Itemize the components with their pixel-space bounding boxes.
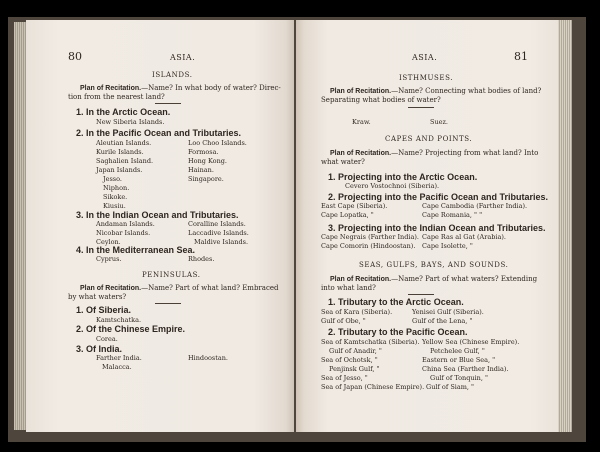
- list-item: Ceylon.: [96, 238, 121, 246]
- list-item: Formosa.: [188, 148, 219, 156]
- capes-plan-line2: what water?: [321, 158, 365, 166]
- list-item: Petchelee Gulf, ": [430, 347, 485, 355]
- right-page-number: 81: [514, 50, 528, 63]
- list-item: Sea of Ochotsk, ": [321, 356, 378, 364]
- list-item: Andaman Islands.: [96, 220, 155, 228]
- isthmuses-title: ISTHMUSES.: [399, 74, 454, 82]
- seas-plan-line1: Plan of Recitation.—Name? Part of what waters? Extending: [330, 275, 538, 283]
- left-page-number: 80: [68, 50, 82, 63]
- list-item: Jesso.: [103, 175, 122, 183]
- peninsulas-plan-line2: by what waters?: [68, 293, 127, 301]
- list-item: Sea of Jesso, ": [321, 374, 368, 382]
- divider: [155, 303, 181, 304]
- capes-indian-heading: 3. Projecting into the Indian Ocean and Tributaries.: [328, 223, 546, 233]
- list-item: Gulf of Anadir, ": [329, 347, 382, 355]
- list-item: Hindoostan.: [188, 354, 228, 362]
- list-item: Rhodes.: [188, 255, 215, 263]
- islands-arctic-heading: 1. In the Arctic Ocean.: [76, 107, 171, 117]
- list-item: Sikoke.: [103, 193, 128, 201]
- islands-mediterranean-heading: 4. In the Mediterranean Sea.: [76, 245, 196, 255]
- seas-pacific-heading: 2. Tributary to the Pacific Ocean.: [328, 327, 468, 337]
- list-item: Sea of Kamtschatka (Siberia).: [321, 338, 420, 346]
- list-item: Saghalien Island.: [96, 157, 154, 165]
- list-item: Cape Lopatka, ": [321, 211, 374, 219]
- list-item: Cape Isolette, ": [422, 242, 473, 250]
- right-running-head: ASIA.: [412, 53, 438, 62]
- list-item: Cape Negrais (Farther India).: [321, 233, 419, 241]
- list-item: Aleutian Islands.: [96, 139, 152, 147]
- list-item: Kurile Islands.: [96, 148, 144, 156]
- list-item: Yellow Sea (Chinese Empire).: [422, 338, 520, 346]
- left-page: [26, 20, 294, 432]
- peninsulas-title: PENINSULAS.: [142, 271, 201, 279]
- list-item: Nicobar Islands.: [96, 229, 151, 237]
- capes-pacific-heading: 2. Projecting into the Pacific Ocean and Tributaries.: [328, 192, 549, 202]
- divider: [408, 107, 434, 108]
- islands-plan-line1: Plan of Recitation.—Name? In what body of water? Direc-: [80, 84, 281, 92]
- list-item: Farther India.: [96, 354, 142, 362]
- list-item: Maldive Islands.: [194, 238, 249, 246]
- islands-title: ISLANDS.: [152, 71, 193, 79]
- left-page-edges: [14, 22, 26, 430]
- left-running-head: ASIA.: [170, 53, 196, 62]
- divider: [408, 294, 434, 295]
- list-item: Sea of Japan (Chinese Empire).: [321, 383, 425, 391]
- list-item: Kiusiu.: [103, 202, 126, 210]
- list-item: Singapore.: [188, 175, 224, 183]
- islands-pacific-heading: 2. In the Pacific Ocean and Tributaries.: [76, 128, 242, 138]
- list-item: Malacca.: [102, 363, 132, 371]
- capes-plan-line1: Plan of Recitation.—Name? Projecting from what land? Into: [330, 149, 539, 157]
- list-item: Laccadive Islands.: [188, 229, 249, 237]
- list-item: East Cape (Siberia).: [321, 202, 388, 210]
- list-item: Cape Cambodia (Farther India).: [422, 202, 528, 210]
- list-item: Cape Ras al Gat (Arabia).: [422, 233, 506, 241]
- list-item: Kraw.: [352, 118, 371, 126]
- list-item: Cevero Vostochnoi (Siberia).: [345, 182, 440, 190]
- list-item: Coralline Islands.: [188, 220, 246, 228]
- list-item: Loo Choo Islands.: [188, 139, 247, 147]
- list-item: Japan Islands.: [96, 166, 143, 174]
- list-item: Cape Comorin (Hindoostan).: [321, 242, 416, 250]
- seas-title: SEAS, GULFS, BAYS, AND SOUNDS.: [359, 261, 509, 269]
- list-item: Eastern or Blue Sea, ": [422, 356, 496, 364]
- list-item: China Sea (Farther India).: [422, 365, 509, 373]
- list-item: Gulf of Obe, ": [321, 317, 366, 325]
- list-item: Kamtschatka.: [96, 316, 142, 324]
- peninsulas-india-heading: 3. Of India.: [76, 344, 123, 354]
- list-item: Cape Romania, " ": [422, 211, 483, 219]
- seas-arctic-heading: 1. Tributary to the Arctic Ocean.: [328, 297, 464, 307]
- isthmuses-plan-line2: Separating what bodies of water?: [321, 96, 441, 104]
- list-item: New Siberia Islands.: [96, 118, 165, 126]
- list-item: Suez.: [430, 118, 448, 126]
- list-item: Yenisei Gulf (Siberia).: [412, 308, 484, 316]
- capes-arctic-heading: 1. Projecting into the Arctic Ocean.: [328, 172, 478, 182]
- list-item: Penjinsk Gulf, ": [329, 365, 380, 373]
- capes-title: CAPES AND POINTS.: [385, 135, 473, 143]
- list-item: Cyprus.: [96, 255, 122, 263]
- divider: [155, 103, 181, 104]
- list-item: Sea of Kara (Siberia).: [321, 308, 393, 316]
- list-item: Gulf of the Lena, ": [412, 317, 473, 325]
- right-page-edges: [558, 20, 572, 432]
- list-item: Hong Kong.: [188, 157, 228, 165]
- seas-plan-line2: into what land?: [321, 284, 376, 292]
- list-item: Gulf of Siam, ": [426, 383, 475, 391]
- islands-indian-heading: 3. In the Indian Ocean and Tributaries.: [76, 210, 239, 220]
- list-item: Hainan.: [188, 166, 214, 174]
- list-item: Niphon.: [103, 184, 130, 192]
- peninsulas-siberia-heading: 1. Of Siberia.: [76, 305, 132, 315]
- isthmuses-plan-line1: Plan of Recitation.—Name? Connecting what bodies of land?: [330, 87, 542, 95]
- list-item: Gulf of Tonquin, ": [430, 374, 488, 382]
- islands-plan-line2: tion from the nearest land?: [68, 93, 165, 101]
- peninsulas-plan-line1: Plan of Recitation.—Name? Part of what land? Embraced: [80, 284, 279, 292]
- peninsulas-chinese-heading: 2. Of the Chinese Empire.: [76, 324, 186, 334]
- list-item: Corea.: [96, 335, 118, 343]
